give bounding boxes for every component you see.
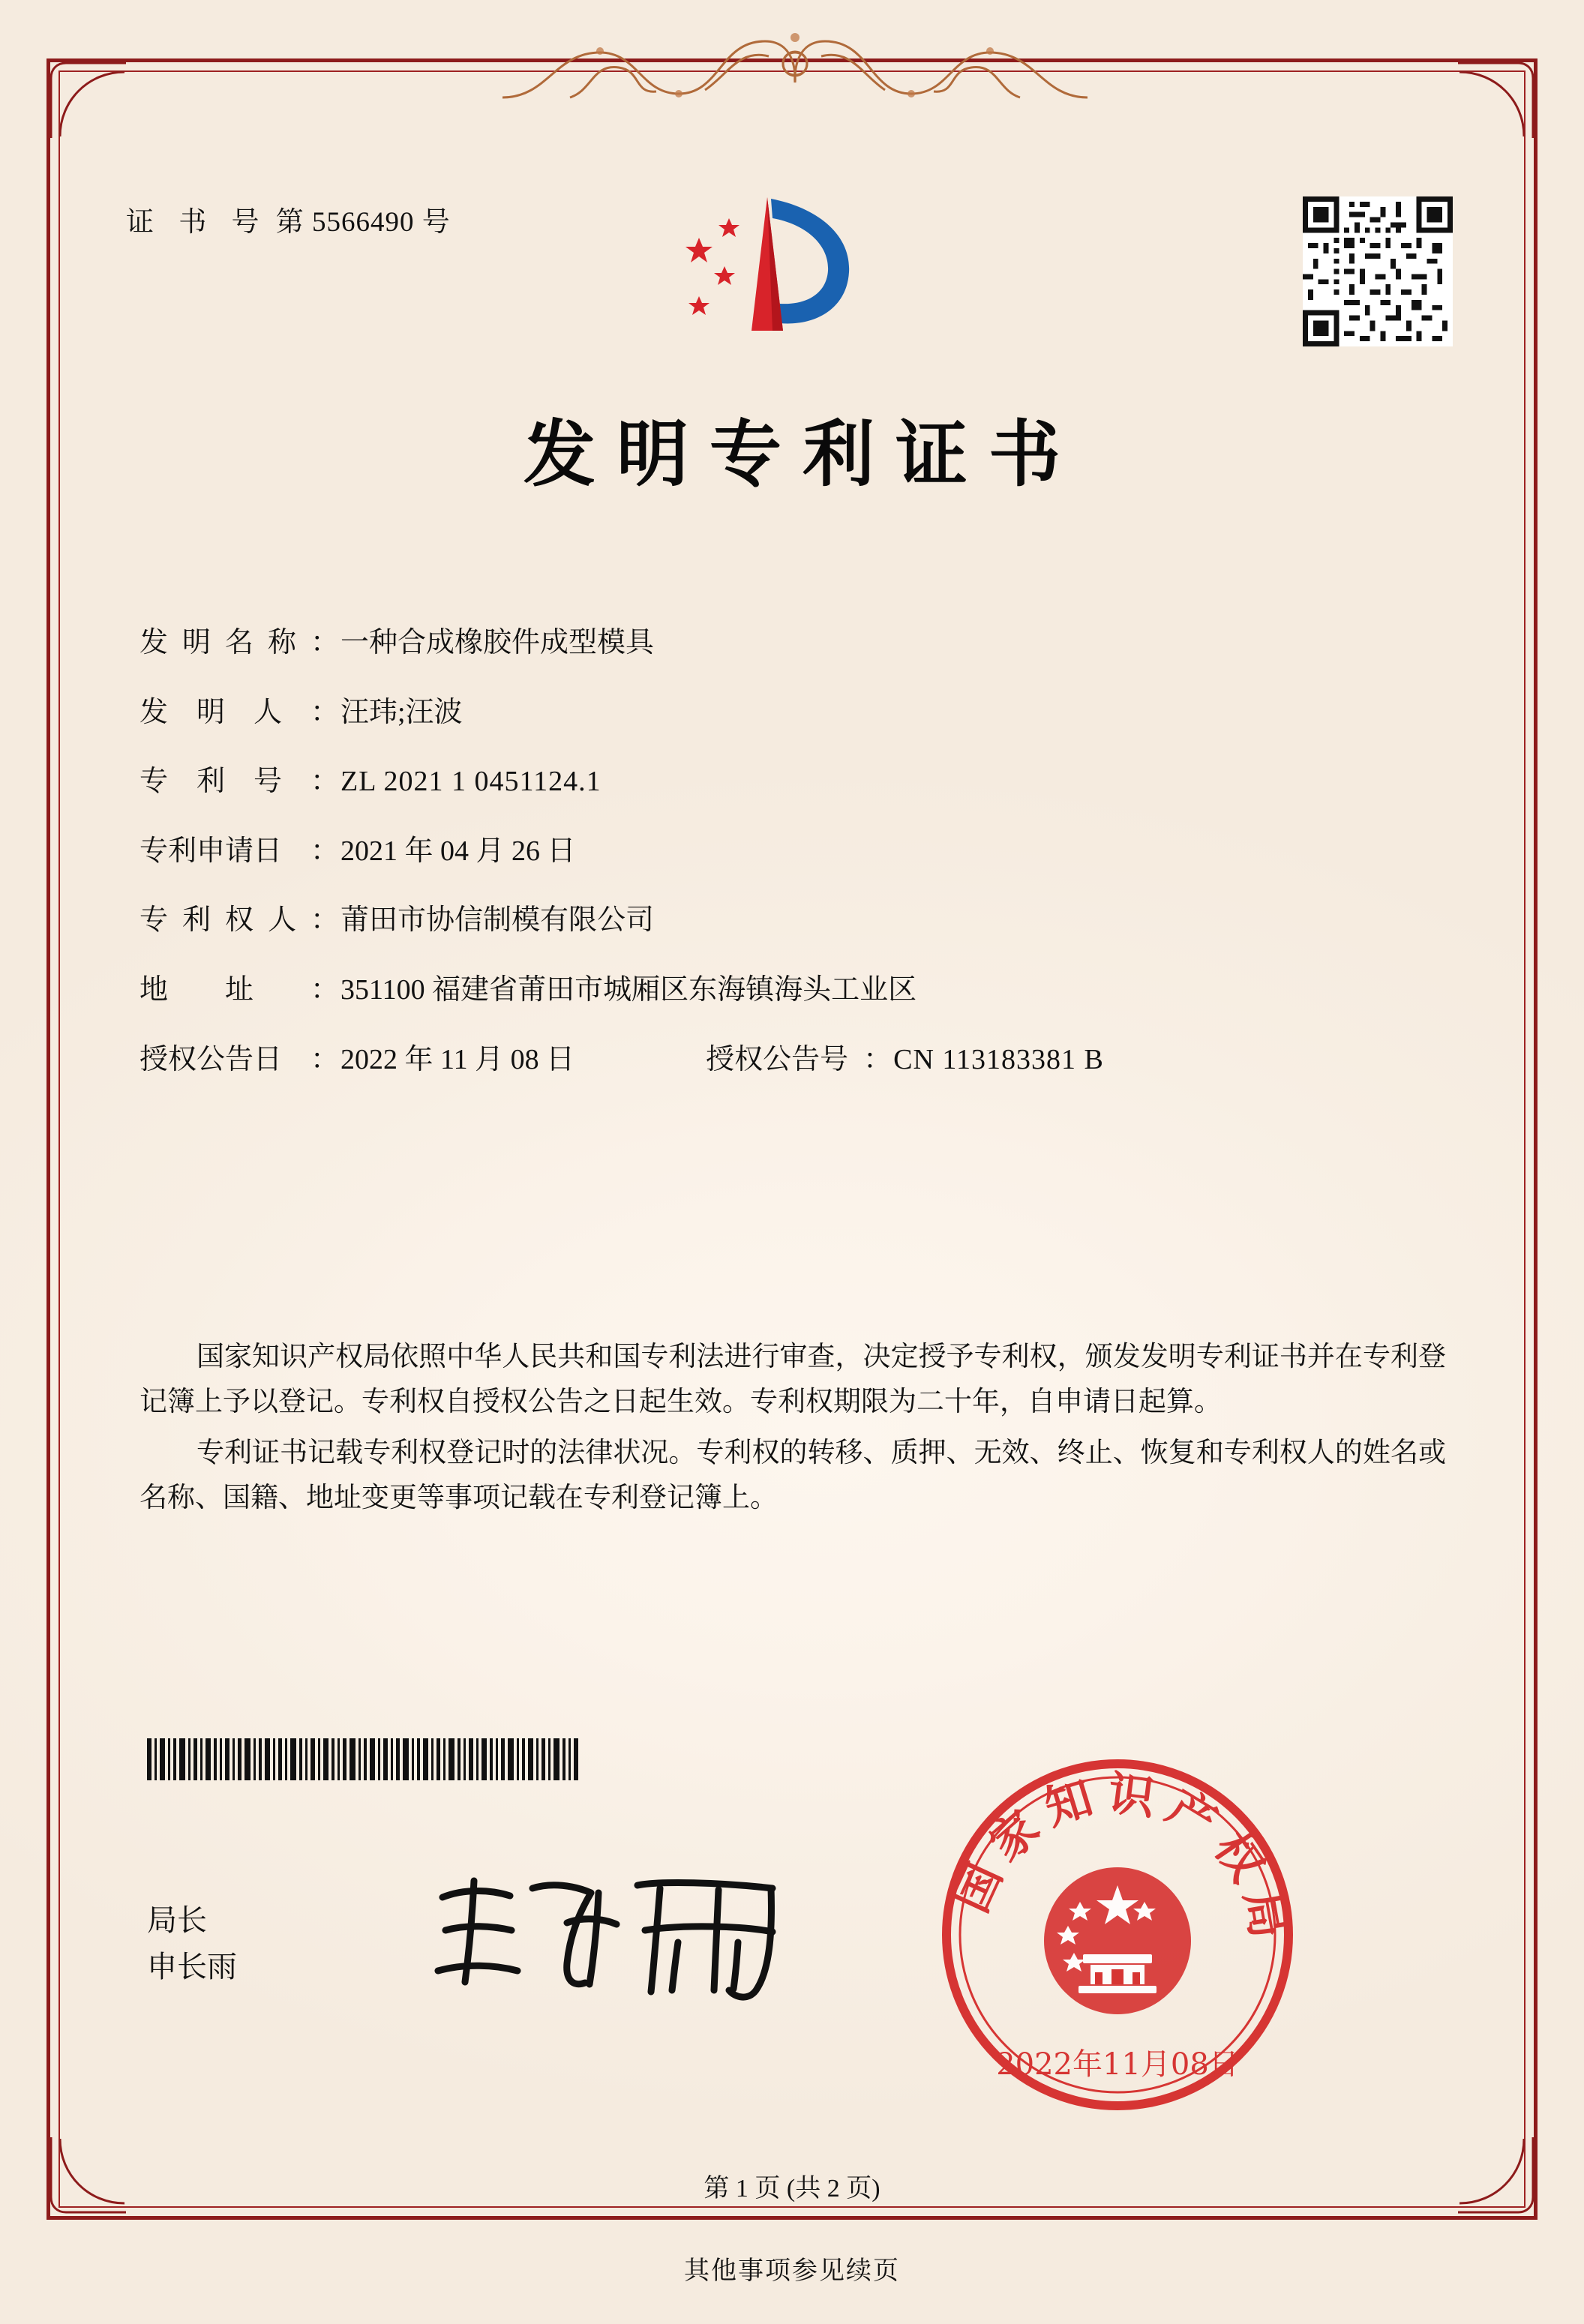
certificate-number-label: 证 书 号 — [126, 207, 268, 238]
field-value: 莆田市协信制模有限公司 — [340, 904, 655, 937]
director-title: 局长 — [147, 1903, 207, 1937]
top-ornament-icon — [480, 22, 1110, 105]
seal-date: 2022年11月08日 — [996, 2047, 1239, 2082]
field-value: 351100 福建省莆田市城厢区东海镇海头工业区 — [340, 973, 917, 1006]
field-grant-row — [140, 1043, 1460, 1078]
footer-note: 其他事项参见续页 — [684, 2257, 900, 2285]
signature-block — [147, 1897, 237, 1990]
page-title: 发明专利证书 — [524, 412, 1082, 496]
field-value-grant-date: 2022 年 11 月 08 日 — [340, 1043, 575, 1075]
certificate-number-value: 第 5566490 号 — [275, 207, 451, 238]
field-application-date — [140, 835, 1460, 869]
field-inventor — [140, 696, 1460, 730]
svg-text:国家知识产权局: 国家知识产权局 — [943, 1765, 1298, 1953]
field-label-grant-date: 授权公告日 ： — [140, 1043, 339, 1075]
field-label: 专利申请日 ： — [140, 835, 339, 867]
barcode-icon — [147, 1738, 604, 1780]
field-invention-name — [140, 626, 1460, 661]
page-number: 第 1 页 (共 2 页) — [704, 2175, 880, 2203]
field-patent-number — [140, 765, 1460, 799]
field-value: 一种合成橡胶件成型模具 — [340, 627, 655, 658]
field-label: 专 利 权 人 ： — [140, 904, 339, 937]
field-address — [140, 973, 1460, 1008]
official-seal-icon — [938, 1755, 1298, 2115]
field-value-grant-number: CN 113183381 B — [893, 1043, 1104, 1075]
field-value: ZL 2021 1 0451124.1 — [340, 766, 602, 798]
director-name: 申长雨 — [147, 1950, 237, 1984]
field-label: 发 明 名 称 ： — [140, 627, 339, 658]
paragraph-2: 专利证书记载专利权登记时的法律状况。专利权的转移、质押、无效、终止、恢复和专利权人的姓名或名称、国籍、地址变更等事项记载在专利登记簿上。 — [140, 1437, 1446, 1513]
legal-text — [140, 1335, 1446, 1527]
field-patentee — [140, 904, 1460, 938]
paragraph-1: 国家知识产权局依照中华人民共和国专利法进行审查，决定授予专利权，颁发发明专利证书并在专利登记簿上予以登记。专利权自授权公告之日起生效。专利权期限为二十年，自申请日起算。 — [140, 1342, 1446, 1417]
field-label: 发 明 人 ： — [140, 696, 339, 728]
field-label-grant-number: 授权公告号 ： — [706, 1043, 892, 1075]
field-grant-number — [706, 1043, 1104, 1078]
qr-code-icon — [1303, 196, 1453, 346]
field-label: 地 址 ： — [140, 973, 339, 1006]
handwritten-signature-icon — [420, 1858, 810, 2008]
field-value: 汪玮;汪波 — [340, 696, 463, 728]
cnipa-logo-icon — [660, 191, 870, 364]
field-list — [140, 626, 1460, 1112]
field-value: 2021 年 04 月 26 日 — [340, 835, 576, 867]
field-label: 专 利 号 ： — [140, 766, 339, 798]
certificate-number — [126, 199, 451, 239]
